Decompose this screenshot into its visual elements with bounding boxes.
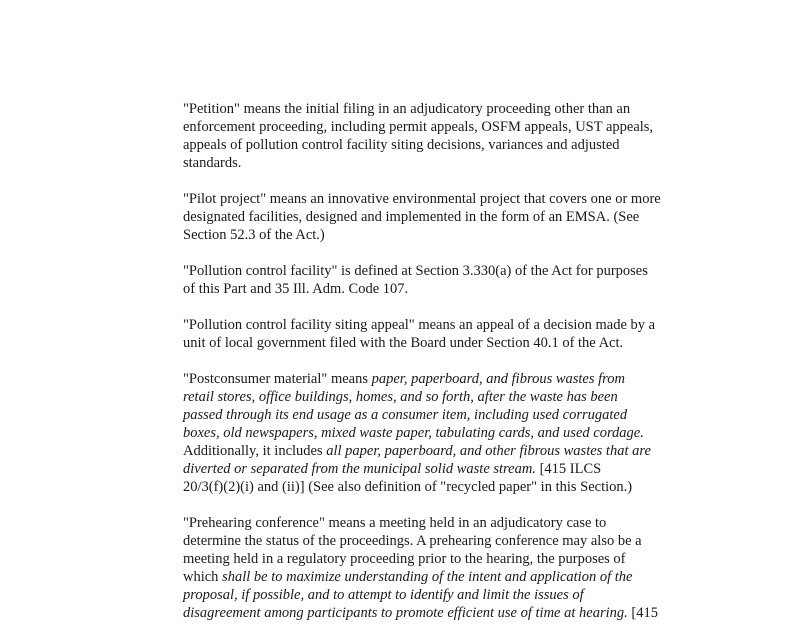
- definition-paragraph: [183, 370, 707, 496]
- text-segment: which: [183, 569, 223, 585]
- text-line: [183, 226, 707, 244]
- text-line: [183, 586, 707, 604]
- italic-text-segment: disagreement among participants to promote efficient use of time at hearing.: [183, 605, 628, 621]
- text-line: [183, 118, 707, 136]
- text-segment: 20/3(f)(2)(i) and (ii)] (See also definition of "recycled paper" in this Section.): [183, 479, 633, 495]
- italic-text-segment: paper, paperboard, and fibrous wastes from: [371, 371, 625, 387]
- text-line: [183, 460, 707, 478]
- text-line: [183, 478, 707, 496]
- text-segment: of this Part and 35 Ill. Adm. Code 107.: [183, 281, 409, 297]
- text-line: [183, 280, 707, 298]
- text-line: [183, 334, 707, 352]
- text-segment: [415: [627, 605, 658, 621]
- text-line: [183, 568, 707, 586]
- text-line: [183, 532, 707, 550]
- italic-text-segment: boxes, old newspapers, mixed waste paper, tabulating cards, and used cordage.: [183, 425, 644, 441]
- text-segment: Additionally, it includes: [183, 443, 327, 459]
- text-segment: "Pollution control facility" is defined at Section 3.330(a) of the Act for purposes: [183, 263, 648, 279]
- text-line: [183, 100, 707, 118]
- document-body: [183, 100, 707, 640]
- text-line: [183, 190, 707, 208]
- text-line: [183, 208, 707, 226]
- text-segment: standards.: [183, 155, 242, 171]
- text-segment: enforcement proceeding, including permit appeals, OSFM appeals, UST appeals,: [183, 119, 654, 135]
- text-segment: [415 ILCS: [535, 461, 602, 477]
- italic-text-segment: shall be to maximize understanding of the intent and application of the: [222, 569, 633, 585]
- italic-text-segment: proposal, if possible, and to attempt to identify and limit the issues of: [183, 587, 584, 603]
- definition-paragraph: [183, 190, 707, 244]
- definition-paragraph: [183, 514, 707, 622]
- italic-text-segment: retail stores, office buildings, homes, and so forth, after the waste has been: [183, 389, 618, 405]
- text-segment: designated facilities, designed and implemented in the form of an EMSA. (See: [183, 209, 640, 225]
- text-line: [183, 442, 707, 460]
- text-line: [183, 514, 707, 532]
- definition-paragraph: [183, 100, 707, 172]
- text-line: [183, 262, 707, 280]
- text-segment: "Postconsumer material" means: [183, 371, 372, 387]
- italic-text-segment: diverted or separated from the municipal solid waste stream.: [183, 461, 536, 477]
- text-segment: "Prehearing conference" means a meeting held in an adjudicatory case to: [183, 515, 607, 531]
- text-line: [183, 154, 707, 172]
- text-segment: "Pilot project" means an innovative environmental project that covers one or more: [183, 191, 661, 207]
- text-segment: unit of local government filed with the Board under Section 40.1 of the Act.: [183, 335, 624, 351]
- text-line: [183, 604, 707, 622]
- italic-text-segment: all paper, paperboard, and other fibrous wastes that are: [326, 443, 651, 459]
- text-segment: determine the status of the proceedings. A prehearing conference may also be a: [183, 533, 642, 549]
- text-line: [183, 406, 707, 424]
- definition-paragraph: [183, 316, 707, 352]
- text-segment: "Petition" means the initial filing in an adjudicatory proceeding other than an: [183, 101, 631, 117]
- text-line: [183, 316, 707, 334]
- text-line: [183, 136, 707, 154]
- text-segment: meeting held in a regulatory proceeding prior to the hearing, the purposes of: [183, 551, 626, 567]
- definition-paragraph: [183, 262, 707, 298]
- text-segment: Section 52.3 of the Act.): [183, 227, 325, 243]
- text-line: [183, 370, 707, 388]
- text-line: [183, 424, 707, 442]
- text-line: [183, 388, 707, 406]
- italic-text-segment: passed through its end usage as a consumer item, including used corrugated: [183, 407, 628, 423]
- text-segment: "Pollution control facility siting appeal" means an appeal of a decision made by a: [183, 317, 656, 333]
- text-line: [183, 550, 707, 568]
- text-segment: appeals of pollution control facility siting decisions, variances and adjusted: [183, 137, 620, 153]
